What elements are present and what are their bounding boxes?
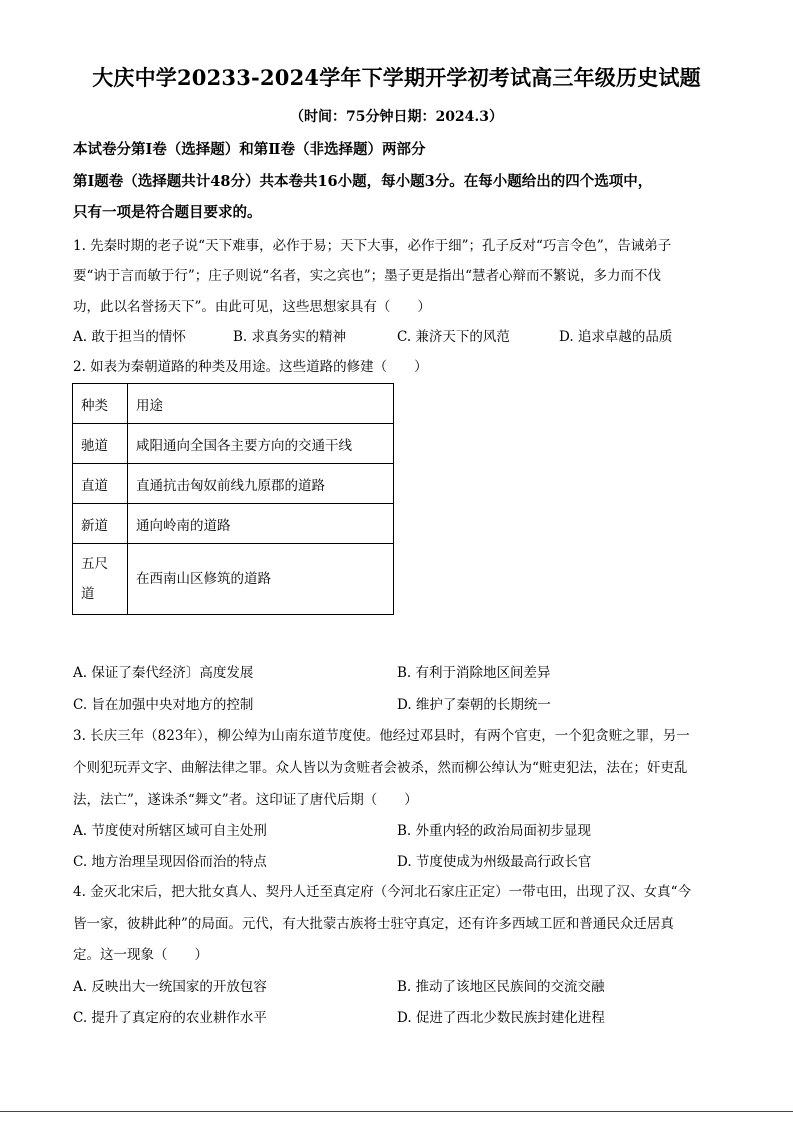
q4-stem-line-1: 4. 金灭北宋后，把大批女真人、契丹人迁至真定府（今河北石家庄正定）一带屯田，出现了汉、女真“今 bbox=[73, 884, 692, 900]
table-cell-type-part-2: 道 bbox=[81, 586, 95, 602]
table-header-use: 用途 bbox=[128, 384, 394, 424]
q4-stem-line-2: 皆一家，彼耕此种”的局面。元代，有大批蒙古族将士驻守真定，还有许多西域工匠和普通民众迁居真 bbox=[73, 916, 674, 932]
page-bottom-rule bbox=[0, 1111, 793, 1112]
q3-option-a[interactable]: A. 节度使对所辖区域可自主处刑 bbox=[73, 823, 267, 839]
table-cell-type-part-1: 五尺 bbox=[81, 556, 108, 572]
exam-time-date: （时间：75分钟日期：2024.3） bbox=[289, 109, 504, 125]
q4-option-a[interactable]: A. 反映出大一统国家的开放包容 bbox=[73, 979, 267, 995]
q2-option-b[interactable]: B. 有利于消除地区间差异 bbox=[397, 665, 551, 681]
q4-option-d[interactable]: D. 促进了西北少数民族封建化进程 bbox=[397, 1010, 605, 1026]
intro-line-2: 第Ⅰ题卷（选择题共计48分）共本卷共16小题，每小题3分。在每小题给出的四个选项中， bbox=[73, 173, 653, 190]
q3-option-d[interactable]: D. 节度使成为州级最高行政长官 bbox=[397, 854, 592, 870]
table-cell-type: 直道 bbox=[73, 464, 128, 504]
q3-stem-line-1: 3. 长庆三年（823年），柳公绰为山南东道节度使。他经过邓县时，有两个官吏，一个犯贪赃之罪，另一 bbox=[73, 728, 690, 744]
q2-option-a[interactable]: A. 保证了秦代经济〕高度发展 bbox=[73, 665, 254, 681]
q4-option-c[interactable]: C. 提升了真定府的农业耕作水平 bbox=[73, 1010, 267, 1026]
table-row bbox=[73, 464, 394, 504]
q4-stem-line-3: 定。这一现象（ ） bbox=[73, 947, 208, 963]
table-cell-type bbox=[73, 544, 128, 615]
q1-option-a[interactable]: A. 敢于担当的情怀 bbox=[73, 329, 186, 345]
q1-stem-line-3: 功，此以名誉扬天下”。由此可见，这些思想家具有（ ） bbox=[73, 299, 431, 315]
table-row bbox=[73, 544, 394, 615]
q3-stem-line-3: 法，法亡”，遂诛杀“舞文”者。这印证了唐代后期（ ） bbox=[73, 792, 418, 808]
table-row bbox=[73, 424, 394, 464]
table-cell-type: 新道 bbox=[73, 504, 128, 544]
table-cell-use: 直通抗击匈奴前线九原郡的道路 bbox=[128, 464, 394, 504]
q2-option-c[interactable]: C. 旨在加强中央对地方的控制 bbox=[73, 697, 254, 713]
q1-stem-line-1: 1. 先秦时期的老子说“天下难事，必作于易；天下大事，必作于细”；孔子反对“巧言令色”，告诫弟子 bbox=[73, 238, 672, 254]
q4-option-b[interactable]: B. 推动了该地区民族间的交流交融 bbox=[397, 979, 605, 995]
q1-option-b[interactable]: B. 求真务实的精神 bbox=[233, 329, 347, 345]
intro-line-1: 本试卷分第Ⅰ卷（选择题）和第Ⅱ卷（非选择题）两部分 bbox=[73, 141, 426, 158]
intro-line-3: 只有一项是符合题目要求的。 bbox=[73, 204, 262, 221]
q3-stem-line-2: 个则犯玩弄文字、曲解法律之罪。众人皆以为贪赃者会被杀，然而柳公绰认为“赃吏犯法，法在；奸吏乱 bbox=[73, 760, 688, 776]
q1-stem-line-2: 要“讷于言而敏于行”；庄子则说“名者，实之宾也”；墨子更是指出“慧者心辩而不繁说，多力而不伐 bbox=[73, 268, 662, 284]
q3-option-b[interactable]: B. 外重内轻的政治局面初步显现 bbox=[397, 823, 592, 839]
q3-option-c[interactable]: C. 地方治理呈现因俗而治的特点 bbox=[73, 854, 267, 870]
table-cell-type: 驰道 bbox=[73, 424, 128, 464]
roads-table bbox=[72, 383, 394, 615]
q2-option-d[interactable]: D. 维护了秦朝的长期统一 bbox=[397, 697, 551, 713]
q1-option-c[interactable]: C. 兼济天下的风范 bbox=[397, 329, 510, 345]
q1-option-d[interactable]: D. 追求卓越的品质 bbox=[559, 329, 673, 345]
table-header-type: 种类 bbox=[73, 384, 128, 424]
table-header-row bbox=[73, 384, 394, 424]
table-cell-use: 通向岭南的道路 bbox=[128, 504, 394, 544]
table-row bbox=[73, 504, 394, 544]
table-cell-use: 在西南山区修筑的道路 bbox=[128, 544, 394, 615]
q2-stem: 2. 如表为秦朝道路的种类及用途。这些道路的修建（ ） bbox=[73, 359, 428, 375]
page-title: 大庆中学20233-2024学年下学期开学初考试高三年级历史试题 bbox=[92, 65, 701, 90]
table-cell-use: 咸阳通向全国各主要方向的交通干线 bbox=[128, 424, 394, 464]
